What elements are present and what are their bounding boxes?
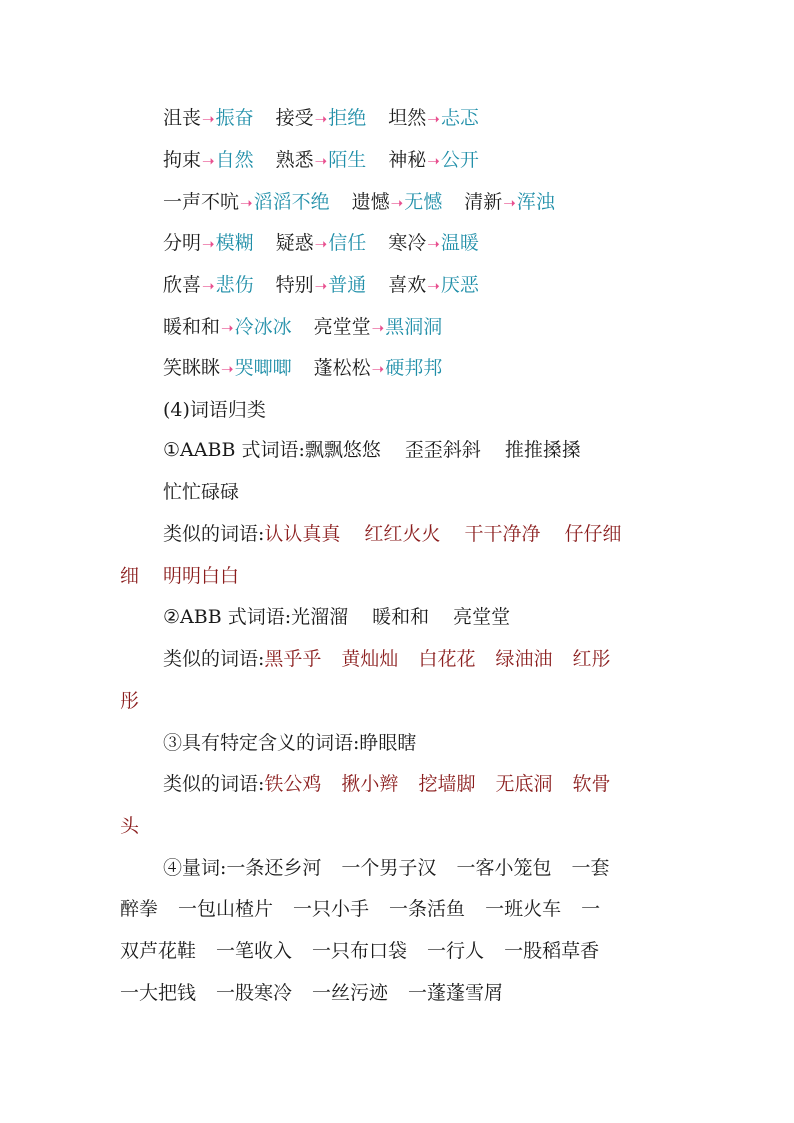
special-line bbox=[163, 731, 416, 755]
arrow-right-icon: ➝ bbox=[503, 194, 516, 212]
similar-word: 干干净净 bbox=[464, 523, 541, 545]
antonym-row bbox=[163, 273, 479, 297]
aabb-similar-line-cont bbox=[120, 564, 239, 588]
measure-line-1 bbox=[163, 856, 609, 880]
antonym-row bbox=[163, 315, 442, 339]
abb-word: 光溜溜 bbox=[291, 606, 349, 628]
word: 喜欢 bbox=[388, 274, 427, 296]
similar-word: 挖墙脚 bbox=[418, 773, 476, 795]
arrow-right-icon: ➝ bbox=[427, 110, 440, 128]
antonym-word: 黑洞洞 bbox=[385, 316, 443, 338]
arrow-right-icon: ➝ bbox=[221, 360, 234, 378]
measure-word: 一笔收入 bbox=[216, 940, 293, 962]
arrow-right-icon: ➝ bbox=[371, 360, 385, 378]
antonym-word: 自然 bbox=[215, 149, 254, 171]
word: 欣喜 bbox=[163, 274, 202, 296]
word: 拘束 bbox=[163, 149, 202, 171]
measure-label: ④量词: bbox=[163, 857, 227, 879]
similar-label: 类似的词语: bbox=[163, 773, 265, 795]
abb-word: 亮堂堂 bbox=[453, 606, 511, 628]
word: 沮丧 bbox=[163, 107, 202, 129]
antonym-word: 悲伤 bbox=[215, 274, 254, 296]
measure-word: 一班火车 bbox=[485, 898, 562, 920]
antonym-pair bbox=[276, 273, 367, 298]
antonym-word: 哭唧唧 bbox=[234, 357, 292, 379]
arrow-right-icon: ➝ bbox=[314, 110, 328, 128]
similar-word: 黑乎乎 bbox=[264, 648, 322, 670]
antonym-pair bbox=[388, 231, 479, 256]
word: 熟悉 bbox=[275, 149, 314, 171]
abb-label: ②ABB 式词语: bbox=[163, 606, 292, 628]
similar-label: 类似的词语: bbox=[163, 523, 265, 545]
antonym-word: 冷冰冰 bbox=[234, 316, 292, 338]
measure-word: 一包山楂片 bbox=[178, 898, 274, 920]
aabb-similar-line bbox=[163, 522, 621, 546]
arrow-right-icon: ➝ bbox=[427, 235, 440, 253]
section-heading: (4)词语归类 bbox=[163, 399, 266, 421]
similar-word: 红彤 bbox=[572, 648, 611, 670]
measure-word: 双芦花鞋 bbox=[120, 940, 197, 962]
measure-word: 一 bbox=[581, 898, 601, 920]
measure-word: 一蓬蓬雪屑 bbox=[408, 982, 504, 1004]
aabb-word: 忙忙碌碌 bbox=[163, 481, 240, 503]
antonym-pair bbox=[276, 148, 367, 173]
special-similar-line-cont bbox=[120, 814, 139, 838]
measure-line-2 bbox=[120, 897, 600, 921]
antonym-pair bbox=[163, 106, 254, 131]
antonym-row bbox=[163, 190, 555, 214]
word: 清新 bbox=[464, 191, 503, 213]
antonym-word: 普通 bbox=[328, 274, 367, 296]
antonym-row bbox=[163, 231, 479, 255]
similar-word: 揪小辫 bbox=[341, 773, 399, 795]
arrow-right-icon: ➝ bbox=[314, 152, 328, 170]
antonym-word: 振奋 bbox=[215, 107, 254, 129]
similar-word: 细 bbox=[120, 565, 140, 587]
antonym-word: 公开 bbox=[440, 149, 479, 171]
arrow-right-icon: ➝ bbox=[202, 110, 215, 128]
antonym-word: 模糊 bbox=[215, 232, 254, 254]
antonym-word: 忐忑 bbox=[440, 107, 479, 129]
antonym-pair bbox=[388, 106, 479, 131]
aabb-label: ①AABB 式词语: bbox=[163, 439, 305, 461]
arrow-right-icon: ➝ bbox=[314, 235, 328, 253]
arrow-right-icon: ➝ bbox=[371, 319, 385, 337]
antonym-word: 滔滔不绝 bbox=[253, 191, 330, 213]
antonym-word: 信任 bbox=[328, 232, 367, 254]
word: 蓬松松 bbox=[313, 357, 371, 379]
arrow-right-icon: ➝ bbox=[427, 277, 440, 295]
measure-word: 一股寒冷 bbox=[216, 982, 293, 1004]
antonym-pair bbox=[314, 315, 443, 340]
antonym-word: 温暖 bbox=[440, 232, 479, 254]
antonym-word: 陌生 bbox=[328, 149, 367, 171]
word: 一声不吭 bbox=[163, 191, 240, 213]
arrow-right-icon: ➝ bbox=[202, 235, 215, 253]
aabb-line-cont bbox=[163, 480, 239, 504]
word: 疑惑 bbox=[275, 232, 314, 254]
measure-word: 一个男子汉 bbox=[341, 857, 437, 879]
antonym-word: 拒绝 bbox=[328, 107, 367, 129]
aabb-word: 飘飘悠悠 bbox=[304, 439, 381, 461]
similar-word: 铁公鸡 bbox=[264, 773, 322, 795]
arrow-right-icon: ➝ bbox=[221, 319, 234, 337]
abb-similar-line bbox=[163, 647, 610, 671]
measure-word: 一只小手 bbox=[293, 898, 370, 920]
antonym-word: 浑浊 bbox=[516, 191, 555, 213]
word: 寒冷 bbox=[388, 232, 427, 254]
similar-word: 认认真真 bbox=[264, 523, 341, 545]
arrow-right-icon: ➝ bbox=[390, 194, 404, 212]
antonym-pair bbox=[388, 273, 479, 298]
similar-word: 白花花 bbox=[418, 648, 476, 670]
word: 暖和和 bbox=[163, 316, 221, 338]
similar-word: 黄灿灿 bbox=[341, 648, 399, 670]
arrow-right-icon: ➝ bbox=[240, 194, 253, 212]
measure-word: 一股稻草香 bbox=[504, 940, 600, 962]
similar-word: 彤 bbox=[120, 690, 140, 712]
similar-word: 绿油油 bbox=[495, 648, 553, 670]
antonym-word: 无憾 bbox=[404, 191, 443, 213]
antonym-pair bbox=[388, 148, 479, 173]
measure-word: 一套 bbox=[571, 857, 610, 879]
arrow-right-icon: ➝ bbox=[202, 152, 215, 170]
antonym-pair bbox=[163, 356, 292, 381]
antonym-row bbox=[163, 148, 479, 172]
arrow-right-icon: ➝ bbox=[202, 277, 215, 295]
antonym-pair bbox=[163, 231, 254, 256]
measure-word: 一只布口袋 bbox=[312, 940, 408, 962]
measure-word: 一条还乡河 bbox=[226, 857, 322, 879]
similar-word: 无底洞 bbox=[495, 773, 553, 795]
abb-word: 暖和和 bbox=[372, 606, 430, 628]
antonym-pair bbox=[163, 315, 292, 340]
antonym-pair bbox=[163, 190, 330, 215]
arrow-right-icon: ➝ bbox=[427, 152, 440, 170]
antonym-pair bbox=[163, 273, 254, 298]
word: 遗憾 bbox=[351, 191, 390, 213]
similar-word: 红红火火 bbox=[364, 523, 441, 545]
antonym-row bbox=[163, 106, 479, 130]
special-label: ③具有特定含义的词语: bbox=[163, 732, 360, 754]
similar-word: 仔仔细 bbox=[564, 523, 622, 545]
antonym-pair bbox=[464, 190, 555, 215]
word: 接受 bbox=[275, 107, 314, 129]
similar-label: 类似的词语: bbox=[163, 648, 265, 670]
measure-word: 一客小笼包 bbox=[456, 857, 552, 879]
word: 神秘 bbox=[388, 149, 427, 171]
antonym-pair bbox=[352, 190, 443, 215]
measure-word: 一行人 bbox=[427, 940, 485, 962]
similar-word: 头 bbox=[120, 815, 140, 837]
antonym-pair bbox=[314, 356, 443, 381]
antonym-word: 厌恶 bbox=[440, 274, 479, 296]
antonym-pair bbox=[163, 148, 254, 173]
measure-line-3 bbox=[120, 939, 599, 963]
aabb-word: 歪歪斜斜 bbox=[404, 439, 481, 461]
antonym-row bbox=[163, 356, 442, 380]
word: 笑眯眯 bbox=[163, 357, 221, 379]
word: 坦然 bbox=[388, 107, 427, 129]
special-word: 睁眼瞎 bbox=[359, 732, 417, 754]
antonym-pair bbox=[276, 106, 367, 131]
word: 亮堂堂 bbox=[313, 316, 371, 338]
similar-word: 软骨 bbox=[572, 773, 611, 795]
measure-word: 一大把钱 bbox=[120, 982, 197, 1004]
measure-word: 一条活鱼 bbox=[389, 898, 466, 920]
arrow-right-icon: ➝ bbox=[314, 277, 328, 295]
word: 特别 bbox=[275, 274, 314, 296]
abb-similar-line-cont bbox=[120, 689, 139, 713]
aabb-word: 推推搡搡 bbox=[504, 439, 581, 461]
special-similar-line bbox=[163, 772, 610, 796]
antonym-word: 硬邦邦 bbox=[385, 357, 443, 379]
measure-word: 一丝污迹 bbox=[312, 982, 389, 1004]
word: 分明 bbox=[163, 232, 202, 254]
abb-line bbox=[163, 605, 510, 629]
similar-word: 明明白白 bbox=[163, 565, 240, 587]
measure-line-4 bbox=[120, 981, 503, 1005]
antonym-pair bbox=[276, 231, 367, 256]
measure-word: 醉拳 bbox=[120, 898, 159, 920]
aabb-line bbox=[163, 438, 581, 462]
